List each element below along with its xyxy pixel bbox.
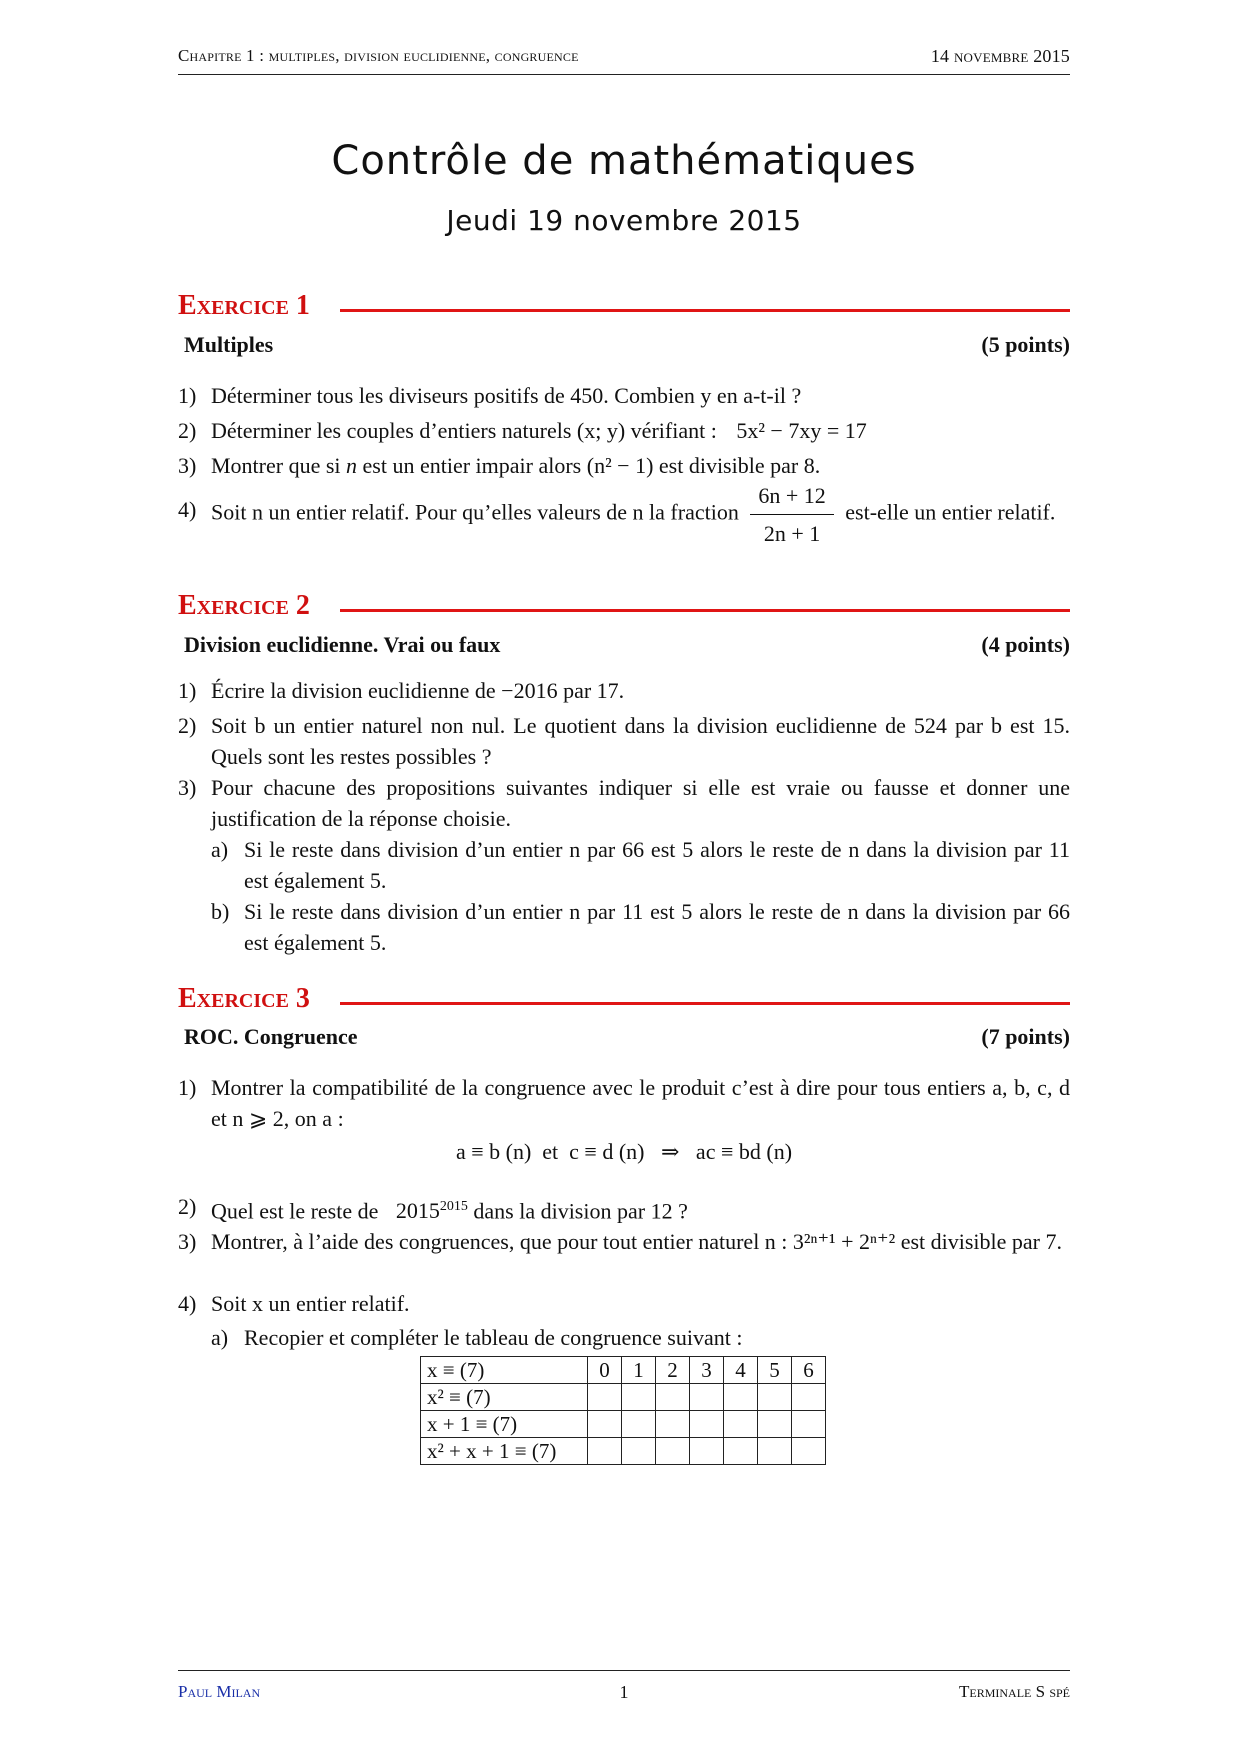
question-number: 2) (178, 418, 197, 443)
document-page (178, 0, 1070, 1754)
table-cell (690, 1438, 724, 1465)
table-row (421, 1438, 826, 1465)
exercise-3-subheading (184, 1024, 1070, 1052)
exercise-2-points: (4 points) (981, 632, 1070, 657)
footer-page-number: 1 (619, 1682, 629, 1702)
congruence-table (420, 1356, 826, 1465)
ex1-question-4 (178, 480, 1070, 549)
power-base: 2015 (395, 1198, 440, 1224)
footer-author: Paul Milan (178, 1682, 261, 1701)
ex1-question-3 (178, 450, 1070, 481)
ex2-question-3b (211, 896, 1070, 958)
header-rule (178, 74, 1070, 75)
ex2-question-3 (178, 772, 1070, 834)
exercise-3-label: Exercice 3 (178, 983, 310, 1014)
exercise-3-title: ROC. Congruence (184, 1024, 358, 1049)
question-text: Soit x un entier relatif. (211, 1291, 410, 1316)
document-title: Contrôle de mathématiques (331, 138, 917, 184)
question-number: 3) (178, 775, 197, 800)
table-cell (724, 1411, 758, 1438)
exercise-1-rule (340, 309, 1070, 312)
exercise-1-points: (5 points) (981, 332, 1070, 357)
question-text-end: est-elle un entier relatif. (845, 499, 1056, 525)
fraction (750, 480, 833, 549)
question-text: Déterminer tous les diviseurs positifs de 450. Combien y en a-t-il ? (211, 383, 802, 408)
table-cell (622, 1438, 656, 1465)
table-cell (656, 1384, 690, 1411)
table-cell (690, 1384, 724, 1411)
table-cell (792, 1384, 826, 1411)
document-subtitle: Jeudi 19 novembre 2015 (446, 204, 802, 237)
question-variable: n (346, 453, 358, 478)
ex1-question-2 (178, 415, 1070, 446)
fraction-denominator: 2n + 1 (763, 521, 821, 546)
question-number: 3) (178, 453, 197, 478)
question-text: Montrer la compatibilité de la congruence avec le produit c’est à dire pour tous entiers a, b, c, d et n ⩾ 2, on a : (211, 1075, 1070, 1131)
page-header (178, 46, 1070, 74)
question-number: 3) (178, 1229, 197, 1254)
ex3-question-1 (178, 1072, 1070, 1134)
table-cell (792, 1411, 826, 1438)
ex3-question-4a (211, 1322, 1070, 1353)
row-header: x² + x + 1 ≡ (7) (421, 1438, 588, 1465)
column-header: 3 (690, 1357, 724, 1384)
exercise-2-subheading (184, 632, 1070, 660)
table-cell (758, 1438, 792, 1465)
exercise-2-title: Division euclidienne. Vrai ou faux (184, 632, 501, 657)
table-row (421, 1384, 826, 1411)
question-text: Soit b un entier naturel non nul. Le quotient dans la division euclidienne de 524 par b est 15. Quels sont les restes possibles ? (211, 713, 1070, 769)
question-equation: 5x² − 7xy = 17 (736, 418, 867, 443)
ex1-question-1 (178, 380, 1070, 411)
ex3-question-2 (178, 1191, 1070, 1226)
table-cell (656, 1411, 690, 1438)
footer-rule (178, 1670, 1070, 1671)
table-cell (792, 1438, 826, 1465)
table-cell (588, 1438, 622, 1465)
question-number: 2) (178, 713, 197, 738)
question-number: a) (211, 1325, 229, 1350)
question-text: Si le reste dans division d’un entier n par 66 est 5 alors le reste de n dans la division par 11 est également 5. (244, 837, 1070, 893)
header-date: 14 novembre 2015 (930, 46, 1070, 66)
table-cell (724, 1384, 758, 1411)
column-header: 4 (724, 1357, 758, 1384)
question-number: b) (211, 899, 230, 924)
ex2-question-3a (211, 834, 1070, 896)
table-row (421, 1357, 826, 1384)
table-cell (724, 1438, 758, 1465)
table-cell (656, 1438, 690, 1465)
table-cell (588, 1384, 622, 1411)
question-text: Soit n un entier relatif. Pour qu’elles valeurs de n la fraction (211, 499, 739, 525)
table-cell (622, 1384, 656, 1411)
row-header: x ≡ (7) (421, 1357, 588, 1384)
question-number: 4) (178, 497, 197, 522)
table-cell (690, 1411, 724, 1438)
exercise-1-title: Multiples (184, 332, 274, 357)
ex3-equation: a ≡ b (n) et c ≡ d (n) ⇒ ac ≡ bd (n) (455, 1139, 793, 1164)
power-exponent: 2015 (439, 1199, 468, 1214)
question-number: 4) (178, 1291, 197, 1316)
column-header: 5 (758, 1357, 792, 1384)
ex2-question-2 (178, 710, 1070, 772)
exercise-3-points: (7 points) (981, 1024, 1070, 1049)
column-header: 0 (588, 1357, 622, 1384)
exercise-2-heading (178, 590, 1070, 624)
question-text-end: dans la division par 12 ? (473, 1198, 688, 1224)
question-text: Recopier et compléter le tableau de congruence suivant : (244, 1325, 743, 1350)
exercise-2-label: Exercice 2 (178, 590, 310, 621)
question-number: 1) (178, 1075, 197, 1100)
column-header: 1 (622, 1357, 656, 1384)
ex3-question-3 (178, 1226, 1070, 1257)
exercise-3-rule (340, 1002, 1070, 1005)
header-chapter: Chapitre 1 : multiples, division euclidienne, congruence (178, 46, 579, 65)
question-number: 1) (178, 383, 197, 408)
question-text: Quel est le reste de (211, 1198, 379, 1224)
question-text-end: est un entier impair alors (n² − 1) est divisible par 8. (362, 453, 821, 478)
column-header: 2 (656, 1357, 690, 1384)
exercise-1-label: Exercice 1 (178, 290, 310, 321)
row-header: x² ≡ (7) (421, 1384, 588, 1411)
table-cell (588, 1411, 622, 1438)
exercise-3-heading (178, 983, 1070, 1017)
footer-class: Terminale S spé (958, 1682, 1070, 1701)
question-number: 1) (178, 678, 197, 703)
question-number: 2) (178, 1194, 197, 1219)
table-cell (622, 1411, 656, 1438)
row-header: x + 1 ≡ (7) (421, 1411, 588, 1438)
question-number: a) (211, 837, 229, 862)
table-row (421, 1411, 826, 1438)
column-header: 6 (792, 1357, 826, 1384)
table-cell (758, 1384, 792, 1411)
fraction-numerator: 6n + 12 (750, 480, 833, 515)
question-text: Déterminer les couples d’entiers naturels (x; y) vérifiant : (211, 418, 717, 443)
exercise-2-rule (340, 609, 1070, 612)
question-text: Montrer que si (211, 453, 341, 478)
exercise-1-heading (178, 290, 1070, 324)
question-text: Pour chacune des propositions suivantes indiquer si elle est vraie ou fausse et donner une justification de la réponse choisie. (211, 775, 1070, 831)
question-text: Écrire la division euclidienne de −2016 par 17. (211, 678, 625, 703)
question-text: Montrer, à l’aide des congruences, que pour tout entier naturel n : 3²ⁿ⁺¹ + 2ⁿ⁺² est divisible par 7. (211, 1229, 1062, 1254)
ex3-question-4 (178, 1288, 1070, 1319)
table-cell (758, 1411, 792, 1438)
question-text: Si le reste dans division d’un entier n par 11 est 5 alors le reste de n dans la division par 66 est également 5. (244, 899, 1070, 955)
exercise-1-subheading (184, 332, 1070, 360)
ex2-question-1 (178, 675, 1070, 706)
